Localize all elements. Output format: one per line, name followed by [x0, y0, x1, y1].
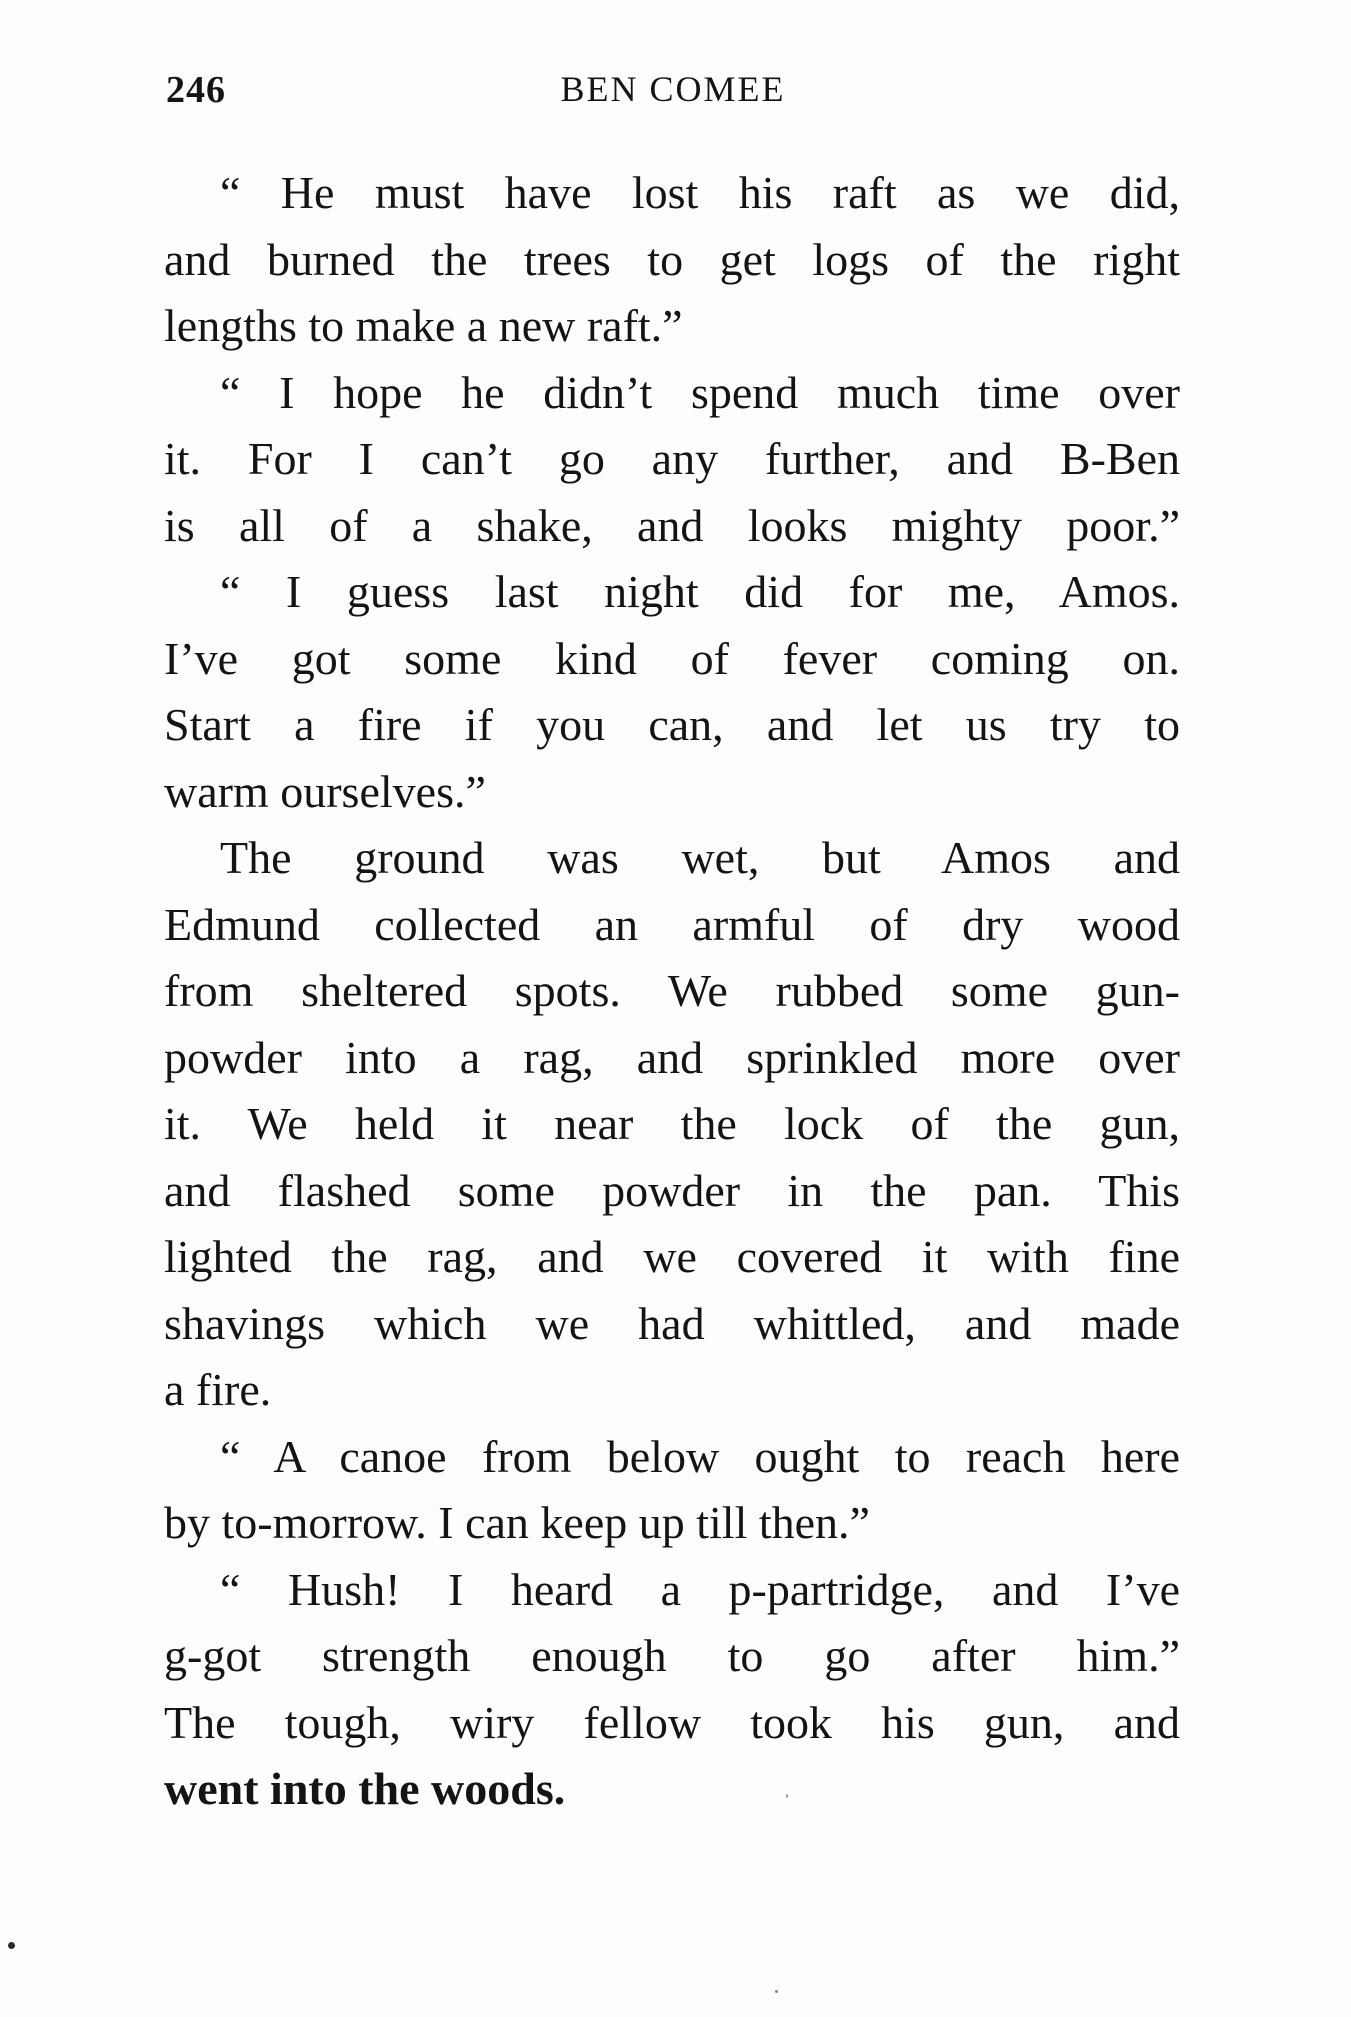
text-line: lighted the rag, and we covered it with fine — [164, 1231, 1180, 1282]
text-line: Edmund collected an armful of dry wood — [164, 898, 1180, 950]
running-title: BEN COMEE — [560, 69, 786, 109]
ink-speck — [786, 1794, 788, 1798]
text-line: and flashed some powder in the pan. This — [164, 1164, 1180, 1216]
text-line: The ground was wet, but Amos and — [220, 832, 1180, 883]
text-line: and burned the trees to get logs of the right — [164, 233, 1180, 285]
text-line: Start a fire if you can, and let us try to — [164, 699, 1180, 750]
text-line: “ I hope he didn’t spend much time over — [220, 366, 1180, 418]
text-line: went into the woods. — [164, 1763, 566, 1814]
text-line: a fire. — [164, 1364, 272, 1415]
text-line: lengths to make a new raft.” — [164, 300, 683, 351]
text-line: The tough, wiry fellow took his gun, and — [164, 1696, 1180, 1748]
text-line: I’ve got some kind of fever coming on. — [164, 632, 1180, 684]
text-line: warm ourselves.” — [164, 765, 486, 817]
text-line: “ I guess last night did for me, Amos. — [220, 566, 1180, 617]
text-line: from sheltered spots. We rubbed some gun- — [164, 965, 1180, 1016]
text-line: it. For I can’t go any further, and B-Ben — [164, 433, 1180, 484]
text-line: is all of a shake, and looks mighty poor.” — [164, 499, 1180, 551]
text-line: “ He must have lost his raft as we did, — [220, 167, 1180, 218]
text-line: “ A canoe from below ought to reach here — [220, 1430, 1180, 1482]
text-line: by to-morrow. I can keep up till then.” — [164, 1497, 870, 1548]
text-line: shavings which we had whittled, and made — [164, 1297, 1180, 1349]
ink-speck — [775, 1990, 778, 1993]
page-body — [164, 160, 1180, 1823]
ink-speck — [8, 1942, 15, 1949]
text-line: g-got strength enough to go after him.” — [164, 1630, 1180, 1681]
text-line: powder into a rag, and sprinkled more over — [164, 1031, 1180, 1083]
page-header — [166, 68, 1180, 116]
text-line: “ Hush! I heard a p-partridge, and I’ve — [220, 1563, 1180, 1615]
text-line: it. We held it near the lock of the gun, — [164, 1098, 1180, 1149]
page-number: 246 — [166, 69, 226, 111]
